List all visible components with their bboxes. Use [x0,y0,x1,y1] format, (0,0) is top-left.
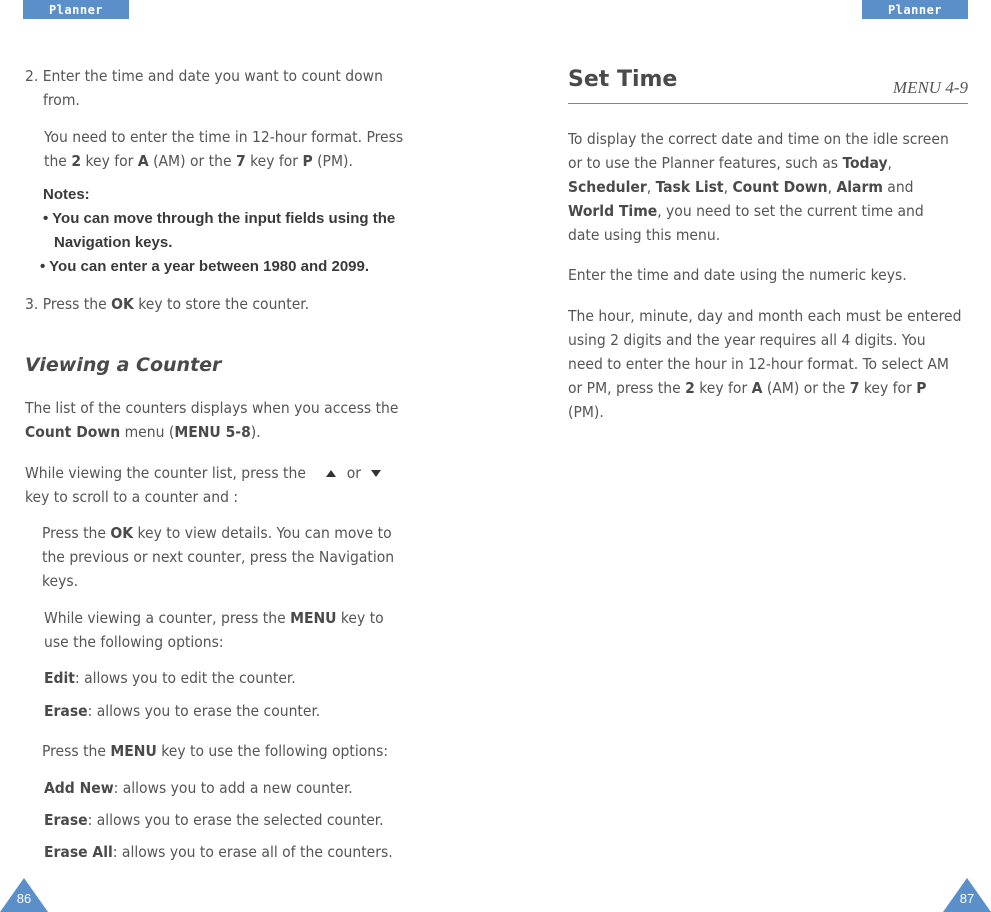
option-erase-selected: Erase: allows you to erase the selected counter. [44,811,384,829]
step3: 3. Press the OK key to store the counter. [25,295,310,313]
notes-label: Notes: [43,186,90,203]
down-arrow-icon [371,470,381,477]
up-arrow-icon [326,470,336,477]
p3-line4: or PM, press the 2 key for A (AM) or the 7 key for P [568,379,927,397]
step2-line2: from. [43,91,80,109]
p3-line1: The hour, minute, day and month each must be entered [568,307,962,325]
note-1-line1: • You can move through the input fields using the [43,210,396,227]
list-line1: The list of the counters displays when you access the [25,399,399,417]
p3-line3: need to enter the hour in 12-hour format. To select AM [568,355,949,373]
p1-line5: date using this menu. [568,226,721,244]
set-time-title: Set Time [568,67,678,92]
section-tab-left: Planner [23,0,129,19]
p3-line5: (PM). [568,403,604,421]
list-line2: Count Down menu (MENU 5-8). [25,423,261,441]
step2-hint-line1: You need to enter the time in 12-hour format. Press [44,128,404,146]
scroll-line2: key to scroll to a counter and : [25,488,239,506]
page-number-right-text: 87 [959,891,975,906]
right-page [568,0,968,912]
p3-line2: using 2 digits and the year requires all 4 digits. You [568,331,926,349]
title-underline [568,103,968,104]
press-ok-line3: keys. [42,572,79,590]
option-erase: Erase: allows you to erase the counter. [44,702,321,720]
page-number-right [943,878,991,912]
option-erase-all: Erase All: allows you to erase all of the counters. [44,843,393,861]
p1-line4: World Time, you need to set the current time and [568,202,924,220]
step2-line1: 2. Enter the time and date you want to count down [25,67,383,85]
section-tab-right: Planner [862,0,968,19]
page-number-left [0,878,48,912]
viewing-counter-heading: Viewing a Counter [25,354,222,376]
option-edit: Edit: allows you to edit the counter. [44,669,296,687]
note-1-line2: Navigation keys. [54,234,173,251]
page-number-left-text: 86 [16,891,32,906]
scroll-line1: While viewing the counter list, press the or [25,461,387,485]
press-ok-line1: Press the OK key to view details. You can move to [42,524,392,542]
press-menu-line: Press the MENU key to use the following options: [42,742,389,760]
menu-reference: MENU 4-9 [892,78,968,97]
p1-line1: To display the correct date and time on the idle screen [568,130,949,148]
note-2: • You can enter a year between 1980 and 2099. [40,258,370,275]
option-add-new: Add New: allows you to add a new counter. [44,779,353,797]
step2-hint-line2: the 2 key for A (AM) or the 7 key for P (PM). [44,152,353,170]
p1-line3: Scheduler, Task List, Count Down, Alarm and [568,178,914,196]
p2: Enter the time and date using the numeric keys. [568,266,907,284]
notes-block [40,183,396,279]
press-ok-line2: the previous or next counter, press the Navigation [42,548,395,566]
while-menu-line1: While viewing a counter, press the MENU key to [44,609,384,627]
left-page [25,0,420,912]
while-menu-line2: use the following options: [44,633,224,651]
p1-line2: or to use the Planner features, such as Today, [568,154,892,172]
